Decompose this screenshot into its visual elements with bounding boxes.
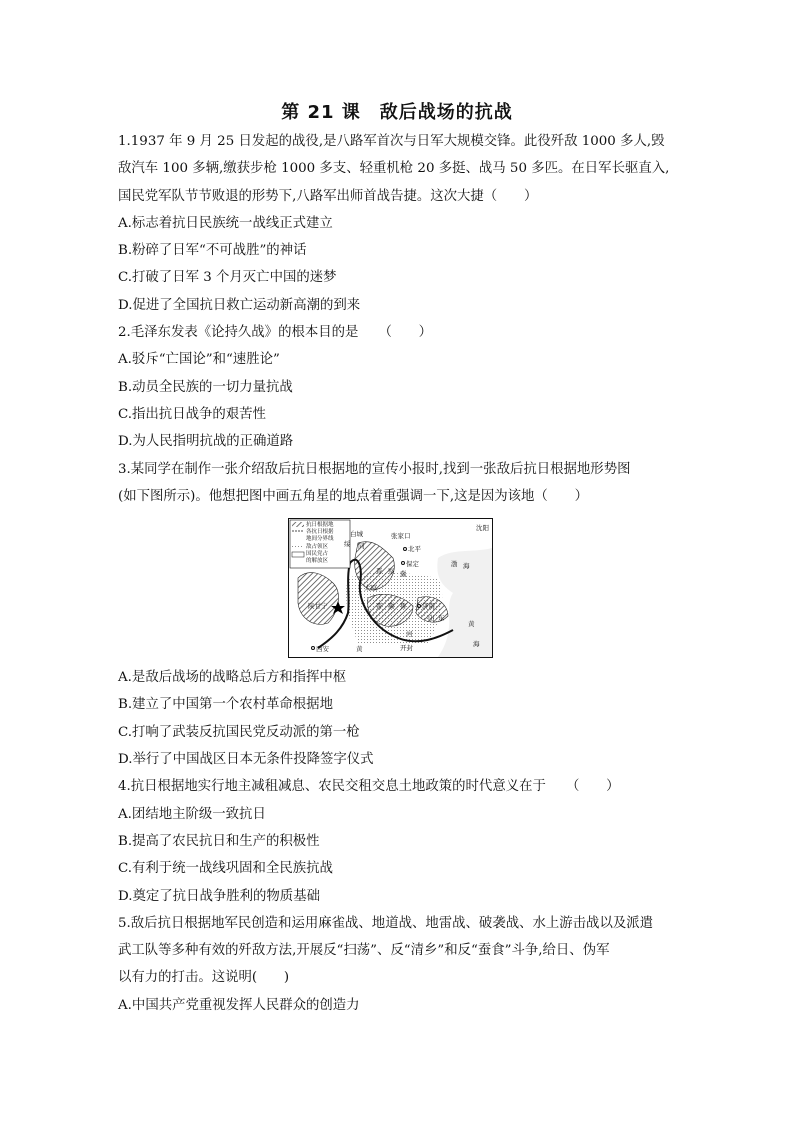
map-label: 黄: [468, 620, 475, 629]
page-title: 第 21 课 敌后战场的抗战: [281, 102, 513, 123]
map-label: 海: [473, 640, 480, 649]
option-c: C.有利于统一战线巩固和全民族抗战: [118, 861, 333, 877]
option-b: B.提高了农民抗日和生产的积极性: [118, 833, 320, 849]
option-b: B.粉碎了日军“不可战胜”的神话: [118, 243, 307, 259]
question-stem-line: 1.1937 年 9 月 25 日发起的战役,是八路军首次与日军大规模交锋。此役歼敌 1000 多人,毁: [118, 134, 665, 149]
question-5: [118, 910, 683, 1019]
option-a: A.中国共产党重视发挥人民群众的创造力: [118, 997, 360, 1013]
map-label: 东: [438, 614, 445, 623]
map-label: 保定: [406, 560, 419, 569]
map-label: 西安: [316, 645, 329, 654]
question-list: [118, 128, 683, 1019]
option-b: B.动员全民族的一切力量抗战: [118, 379, 293, 395]
legend-label: 各抗日根据: [306, 529, 334, 536]
map-label: 太原: [364, 584, 377, 593]
option-d: D.为人民指明抗战的正确道路: [118, 434, 294, 450]
question-stem-line: 4.抗日根据地实行地主减租减息、农民交租交息土地政策的时代意义在于 （ ）: [118, 779, 620, 795]
map-label: 察: [388, 567, 395, 576]
question-stem-line: 5.敌后抗日根据地军民创造和运用麻雀战、地道战、地雷战、破袭战、水上游击战以及派遣: [118, 915, 654, 931]
question-1: [118, 128, 683, 319]
option-d: D.促进了全国抗日救亡运动新高潮的到来: [118, 297, 361, 313]
map-label: 同: [358, 542, 365, 551]
option-d: D.举行了中国战区日本无条件投降签字仪式: [118, 752, 374, 768]
option-b: B.建立了中国第一个农村革命根据地: [118, 697, 333, 713]
map-label: 晋: [376, 602, 383, 611]
legend-label: 敌占领区: [306, 544, 329, 551]
option-a: A.标志着抗日民族统一战线正式建立: [118, 215, 333, 231]
question-stem-line: 以有力的打击。这说明( ): [118, 970, 290, 986]
map-label: 冀: [388, 602, 395, 611]
question-stem-line: 3.某同学在制作一张介绍敌后抗日根据地的宣传小报时,找到一张敌后抗日根据地形势图: [118, 461, 631, 477]
legend-label: 地间分界线: [306, 536, 334, 543]
map-label: 渤: [451, 560, 458, 569]
map-label: 冀: [400, 570, 407, 579]
question-stem-line: (如下图所示)。他想把图中画五角星的地点着重强调一下,这是因为该地（ ）: [118, 488, 588, 504]
legend-label: 的解放区: [306, 558, 329, 565]
legend-hatch-swatch: [292, 522, 304, 527]
option-c: C.指出抗日战争的艰苦性: [118, 406, 266, 422]
map-label: 张家口: [391, 532, 411, 541]
map-label: 海: [463, 562, 470, 571]
map-label: 陕甘宁: [308, 602, 328, 611]
option-d: D.奠定了抗日战争胜利的物质基础: [118, 888, 320, 904]
option-c: C.打破了日军 3 个月灭亡中国的迷梦: [118, 270, 337, 286]
map-label: 河: [406, 630, 413, 639]
map-label: 绥: [344, 540, 351, 549]
question-stem-line: 武工队等多种有效的歼敌方法,开展反“扫荡”、反“清乡”和反“蚕食”斗争,给日、伪军: [118, 943, 610, 959]
map-label: 济南: [422, 602, 435, 611]
option-a: A.是敌后战场的战略总后方和指挥中枢: [118, 670, 347, 686]
map-label: 北平: [408, 545, 421, 554]
legend-label: 国民党占: [306, 551, 329, 558]
option-c: C.打响了武装反抗国民党反动派的第一枪: [118, 724, 360, 740]
base-area-map: [288, 518, 493, 658]
question-stem-line: 敌汽车 100 多辆,缴获步枪 1000 多支、轻重机枪 20 多挺、战马 50 多匹。在日军长驱直入,: [118, 161, 670, 177]
option-a: A.团结地主阶级一致抗日: [118, 806, 266, 822]
map-label: 白城: [350, 530, 363, 539]
question-stem-line: 2.毛泽东发表《论持久战》的根本目的是 （ ）: [118, 325, 433, 341]
map-label: 山: [428, 614, 435, 623]
legend-kmt-swatch: [292, 552, 304, 557]
question-3: [118, 456, 683, 774]
map-label: 黄: [356, 645, 363, 654]
legend-label: 抗日根据地: [306, 522, 334, 529]
map-label: 鲁: [400, 602, 407, 611]
map-label: 晋: [376, 567, 383, 576]
map-label: 沈阳: [476, 524, 489, 533]
option-a: A.驳斥“亡国论”和“速胜论”: [118, 352, 280, 368]
question-2: [118, 319, 683, 455]
legend-dots-swatch: [292, 544, 304, 549]
question-stem-line: 国民党军队节节败退的形势下,八路军出师首战告捷。这次大捷（ ）: [118, 188, 538, 204]
map-label: 开封: [400, 644, 413, 653]
question-4: [118, 773, 683, 909]
